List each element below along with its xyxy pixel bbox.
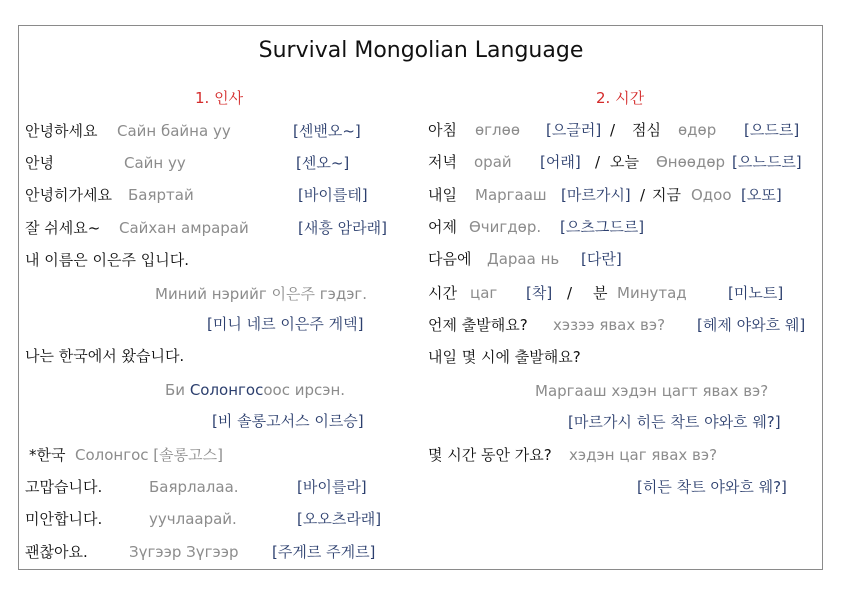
phrase-mongolian: Сайхан амрарай xyxy=(119,219,249,237)
phrase-pronunciation: [마르가시] xyxy=(561,186,631,204)
phrase-mongolian: Өчигдөр. xyxy=(469,218,542,236)
phrase-mongolian: Баярлалаа. xyxy=(149,478,239,496)
phrase-mongolian-highlight: Солонгос xyxy=(189,381,264,399)
phrase-pronunciation: [다란] xyxy=(581,250,622,268)
phrase-mongolian: орай xyxy=(474,153,512,171)
phrase-mongolian: хэзээ явах вэ? xyxy=(553,316,666,334)
phrase-korean: 지금 xyxy=(652,186,681,204)
separator-slash: / xyxy=(610,121,616,139)
phrase-pronunciation: [바이를테] xyxy=(298,186,368,204)
phrase-pronunciation: [바이를라] xyxy=(297,478,367,496)
phrase-pronunciation: [으드르] xyxy=(744,121,800,139)
phrase-korean: 어제 xyxy=(428,218,457,236)
phrase-mongolian: өглөө xyxy=(475,121,520,139)
phrase-korean: 안녕하세요 xyxy=(25,122,98,140)
phrase-korean: 오늘 xyxy=(610,153,639,171)
phrase-mongolian-part: оос ирсэн. xyxy=(263,381,346,399)
phrase-korean: *한국 xyxy=(29,446,66,464)
separator-slash: / xyxy=(567,284,573,302)
phrase-mongolian: Маргааш xyxy=(475,186,547,204)
phrase-pronunciation: [미노트] xyxy=(728,284,784,302)
phrase-mongolian: Сайн уу xyxy=(124,154,186,172)
phrase-korean: 고맙습니다. xyxy=(25,478,103,496)
phrase-pronunciation: [비 솔롱고서스 이르승] xyxy=(212,412,364,430)
phrase-pronunciation: [으느드르] xyxy=(732,153,802,171)
phrase-korean: 내 이름은 이은주 입니다. xyxy=(25,251,189,269)
phrase-korean: 안녕 xyxy=(25,154,54,172)
phrase-korean: 언제 출발해요? xyxy=(428,316,528,334)
phrase-pronunciation: [마르가시 히든 착트 야와흐 웨?] xyxy=(568,413,781,431)
phrase-mongolian: Баяртай xyxy=(128,186,194,204)
phrase-korean: 내일 몇 시에 출발해요? xyxy=(428,348,581,366)
page-title: Survival Mongolian Language xyxy=(258,38,584,63)
phrase-pronunciation: [히든 착트 야와흐 웨?] xyxy=(637,478,787,496)
phrase-mongolian: өдөр xyxy=(678,121,717,139)
phrase-mongolian: Минутад xyxy=(617,284,687,302)
phrase-pronunciation: [센오~] xyxy=(296,154,350,172)
phrase-korean: 점심 xyxy=(632,121,661,139)
phrase-korean: 몇 시간 동안 가요? xyxy=(428,446,552,464)
phrase-mongolian: уучлаарай. xyxy=(149,510,237,528)
phrase-korean: 괜찮아요. xyxy=(25,543,88,561)
phrase-mongolian: Одоо xyxy=(691,186,732,204)
phrase-mongolian: Маргааш хэдэн цагт явах вэ? xyxy=(535,382,769,400)
separator-slash: / xyxy=(595,153,601,171)
phrase-pronunciation: [주게르 주게르] xyxy=(272,543,376,561)
phrase-mongolian: Өнөөдөр xyxy=(656,153,726,171)
phrase-pronunciation: [헤제 야와흐 웨] xyxy=(697,316,806,334)
phrase-mongolian: Зүгээр Зүгээр xyxy=(129,543,239,561)
phrase-mongolian: Сайн байна уу xyxy=(117,122,231,140)
phrase-pronunciation: [으츠그드르] xyxy=(560,218,645,236)
phrase-mongolian: Дараа нь xyxy=(487,250,560,268)
phrase-pronunciation: [어래] xyxy=(540,153,581,171)
phrase-mongolian: Миний нэрийг 이은주 гэдэг. xyxy=(155,285,368,303)
phrase-korean: 다음에 xyxy=(428,250,472,268)
phrase-mongolian-mixed xyxy=(165,381,345,399)
phrase-korean: 안녕히가세요 xyxy=(25,186,112,204)
section-heading-greetings: 1. 인사 xyxy=(195,89,244,107)
section-heading-time: 2. 시간 xyxy=(596,89,645,107)
phrase-korean: 저녁 xyxy=(428,153,457,171)
phrase-korean: 아침 xyxy=(428,121,457,139)
separator-slash: / xyxy=(640,186,646,204)
phrase-korean: 시간 xyxy=(428,284,457,302)
phrase-korean: 미안합니다. xyxy=(25,510,103,528)
phrase-pronunciation: [오오츠라래] xyxy=(297,510,382,528)
phrase-pronunciation: [으글러] xyxy=(546,121,602,139)
phrase-mongolian: Солонгос [솔롱고스] xyxy=(75,446,223,464)
phrase-korean: 잘 쉬세요~ xyxy=(25,219,101,237)
phrase-mongolian: хэдэн цаг явах вэ? xyxy=(569,446,718,464)
phrase-korean: 나는 한국에서 왔습니다. xyxy=(25,347,185,365)
phrase-pronunciation: [센밴오~] xyxy=(293,122,361,140)
phrase-korean: 내일 xyxy=(428,186,457,204)
phrase-pronunciation: [착] xyxy=(526,284,553,302)
phrase-mongolian: цаг xyxy=(470,284,498,302)
phrase-pronunciation: [미니 네르 이은주 게덱] xyxy=(207,315,364,333)
phrase-pronunciation: [새흥 암라래] xyxy=(298,219,387,237)
phrase-pronunciation: [오또] xyxy=(741,186,782,204)
phrase-korean: 분 xyxy=(593,284,608,302)
phrase-mongolian-part: Би xyxy=(165,381,190,399)
